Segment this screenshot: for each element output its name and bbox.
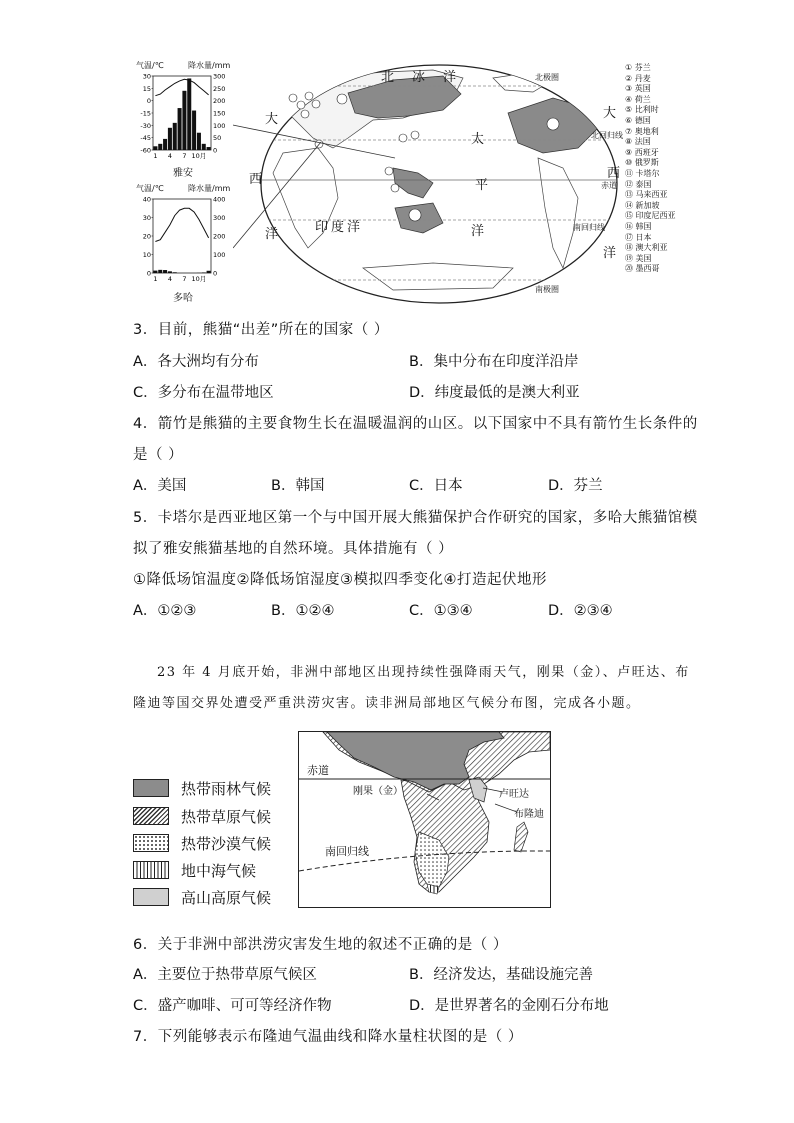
- precip-bar: [192, 111, 196, 150]
- temp-tick-label: -60: [140, 146, 151, 155]
- chart-frame: [153, 199, 211, 273]
- q3-option-a[interactable]: A．各大洲均有分布: [133, 354, 259, 370]
- precip-tick-label: 100: [213, 121, 226, 130]
- country-legend-item: ⑥ 德国: [625, 115, 651, 125]
- label-atlantic-left-1: 大: [265, 112, 279, 127]
- temp-line: [155, 79, 208, 95]
- label-pacific-1: 太: [471, 132, 485, 147]
- label-pacific-3: 洋: [471, 224, 485, 239]
- q6-option-c[interactable]: C．盛产咖啡、可可等经济作物: [133, 998, 332, 1014]
- precip-bar: [207, 147, 211, 150]
- precip-bar: [182, 91, 186, 150]
- month-tick-label: 10月: [191, 275, 207, 283]
- label-tropic-capricorn: 南回归线: [573, 223, 605, 232]
- precip-bar: [173, 123, 177, 150]
- temp-tick-label: -45: [140, 134, 151, 143]
- temp-tick-label: 15: [142, 84, 151, 93]
- africa-map-svg: [299, 732, 550, 907]
- country-legend-item: ⑪ 卡塔尔: [625, 168, 660, 178]
- temp-tick-label: 0: [146, 269, 151, 278]
- country-legend-item: ⑤ 比利时: [625, 105, 659, 115]
- q5-option-a[interactable]: A．①②③: [133, 603, 197, 619]
- africa-label-rwanda: 卢旺达: [499, 789, 529, 800]
- country-legend-item: ⑭ 新加坡: [625, 200, 660, 210]
- q5-option-d[interactable]: D．②③④: [548, 603, 613, 619]
- yaan-chart-svg: [133, 72, 233, 178]
- country-legend-item: ③ 英国: [625, 84, 651, 94]
- climate-chart-doha: [133, 183, 233, 303]
- legend-rainforest: [133, 778, 271, 798]
- legend-swatch-savanna: [133, 807, 169, 825]
- label-atlantic-right-3: 洋: [603, 246, 617, 261]
- precip-bar: [158, 270, 162, 273]
- doha-temp-label: 气温/℃: [136, 184, 164, 193]
- precip-bar: [207, 271, 211, 273]
- country-legend-item: ⑧ 法国: [625, 137, 651, 147]
- africa-label-equator: 赤道: [307, 764, 329, 777]
- africa-label-drc: 刚果（金）: [353, 786, 403, 797]
- label-atlantic-right-2: 西: [607, 166, 621, 181]
- doha-precip-label: 降水量/mm: [188, 184, 231, 193]
- africa-map: [298, 731, 551, 908]
- q4-stem-line1: 4．箭竹是熊猫的主要食物生长在温暖温润的山区。以下国家中不具有箭竹生长条件的: [133, 416, 698, 432]
- q3-option-d[interactable]: D．纬度最低的是澳大利亚: [409, 385, 580, 401]
- precip-bar: [187, 78, 191, 150]
- precip-bar: [173, 272, 177, 273]
- q4-option-b[interactable]: B．韩国: [271, 478, 325, 494]
- legend-label-highland: 高山高原气候: [181, 888, 272, 907]
- month-tick-label: 4: [167, 275, 172, 283]
- legend-swatch-desert: [133, 834, 169, 852]
- month-tick-label: 7: [182, 275, 187, 283]
- label-indian-ocean: 印度洋: [315, 220, 364, 235]
- month-tick-label: 10月: [191, 152, 207, 160]
- temp-tick-label: 30: [142, 214, 151, 222]
- temp-tick-label: 30: [142, 72, 151, 81]
- q5-stem-line2: 拟了雅安熊猫基地的自然环境。具体措施有（ ）: [133, 541, 454, 557]
- country-legend-item: ⑦ 奥地利: [625, 126, 659, 136]
- q4-option-d[interactable]: D．芬兰: [548, 478, 603, 494]
- temp-tick-label: 0: [146, 97, 151, 106]
- q6-option-b[interactable]: B．经济发达，基础设施完善: [409, 967, 593, 983]
- precip-tick-label: 300: [213, 72, 226, 81]
- doha-chart-svg: [133, 195, 233, 301]
- country-legend-item: ⑲ 美国: [625, 253, 652, 263]
- country-legend-item: ① 芬兰: [625, 63, 651, 72]
- q4-option-c[interactable]: C．日本: [409, 478, 463, 494]
- country-legend-item: ④ 荷兰: [625, 94, 651, 104]
- doha-city-label: 多哈: [173, 293, 193, 304]
- precip-bar: [202, 272, 206, 273]
- precip-tick-label: 0: [213, 146, 218, 155]
- country-legend-item: ⑨ 西班牙: [625, 147, 659, 157]
- country-legend-item: ⑫ 泰国: [625, 179, 652, 189]
- q5-option-c[interactable]: C．①③④: [409, 603, 473, 619]
- temp-tick-label: -15: [140, 109, 151, 118]
- country-legend-item: ⑳ 墨西哥: [625, 264, 660, 274]
- country-legend-item: ⑱ 澳大利亚: [625, 243, 668, 253]
- q5-items: ①降低场馆温度②降低场馆湿度③模拟四季变化④打造起伏地形: [133, 572, 547, 588]
- label-arctic-ocean: 北冰洋: [381, 70, 475, 85]
- label-atlantic-left-2: 西: [249, 172, 263, 187]
- temp-line: [155, 208, 208, 241]
- world-map-figure: [133, 58, 685, 308]
- month-tick-label: 7: [182, 152, 187, 160]
- precip-bar: [178, 108, 182, 150]
- yaan-temp-label: 气温/℃: [136, 61, 164, 70]
- legend-label-savanna: 热带草原气候: [181, 807, 272, 826]
- legend-swatch-mediterranean: [133, 861, 169, 879]
- label-equator: 赤道: [601, 181, 617, 190]
- q7-stem: 7．下列能够表示布隆迪气温曲线和降水量柱状图的是（ ）: [133, 1029, 523, 1045]
- precip-tick-label: 50: [213, 134, 222, 143]
- precip-tick-label: 150: [213, 109, 226, 118]
- chart-frame: [153, 76, 211, 150]
- legend-highland: [133, 887, 271, 907]
- legend-savanna: [133, 806, 271, 826]
- q5-stem-line1: 5．卡塔尔是西亚地区第一个与中国开展大熊猫保护合作研究的国家，多哈大熊猫馆模: [133, 510, 698, 526]
- label-atlantic-left-3: 洋: [265, 227, 279, 242]
- precip-bar: [153, 146, 157, 150]
- africa-label-tropic: 南回归线: [325, 845, 369, 858]
- climate-chart-yaan: [133, 58, 233, 178]
- precip-bar: [163, 270, 167, 273]
- yaan-city-label: 雅安: [173, 168, 193, 179]
- q3-stem: 3．目前，熊猫“出差”所在的国家（ ）: [133, 322, 389, 338]
- precip-tick-label: 200: [213, 232, 226, 241]
- legend-desert: [133, 833, 271, 853]
- temp-tick-label: 10: [142, 251, 151, 259]
- temp-tick-label: 40: [142, 195, 151, 204]
- q3-option-c[interactable]: C．多分布在温带地区: [133, 385, 274, 401]
- legend-swatch-highland: [133, 888, 169, 906]
- q4-stem-line2: 是（ ）: [133, 447, 184, 463]
- country-legend: [625, 63, 676, 275]
- country-legend-item: ⑩ 俄罗斯: [625, 158, 659, 168]
- month-tick-label: 1: [153, 275, 158, 283]
- month-tick-label: 4: [167, 152, 172, 160]
- intro-line2: 隆迪等国交界处遭受严重洪涝灾害。读非洲局部地区气候分布图，完成各小题。: [133, 696, 641, 711]
- precip-bar: [163, 139, 167, 150]
- q3-option-b[interactable]: B．集中分布在印度洋沿岸: [409, 354, 579, 370]
- precip-bar: [168, 128, 172, 150]
- precip-tick-label: 0: [213, 269, 218, 278]
- legend-mediterranean: [133, 860, 256, 880]
- legend-label-rainforest: 热带雨林气候: [181, 779, 272, 798]
- temp-tick-label: 20: [142, 232, 151, 241]
- q6-stem: 6．关于非洲中部洪涝灾害发生地的叙述不正确的是（ ）: [133, 937, 508, 953]
- temp-tick-label: -30: [140, 121, 151, 130]
- label-antarctic-circle: 南极圈: [535, 285, 559, 294]
- q6-option-d[interactable]: D．是世界著名的金刚石分布地: [409, 998, 609, 1014]
- precip-bar: [158, 144, 162, 150]
- q5-option-b[interactable]: B．①②④: [271, 603, 335, 619]
- africa-label-burundi: 布隆迪: [514, 809, 544, 820]
- country-legend-item: ② 丹麦: [625, 73, 651, 83]
- month-tick-label: 1: [153, 152, 158, 160]
- country-legend-item: ⑯ 韩国: [625, 221, 652, 231]
- precip-tick-label: 400: [213, 195, 226, 204]
- precip-tick-label: 300: [213, 214, 226, 222]
- label-tropic-cancer: 北回归线: [591, 131, 623, 140]
- q6-option-a[interactable]: A．主要位于热带草原气候区: [133, 967, 317, 983]
- legend-label-desert: 热带沙漠气候: [181, 834, 272, 853]
- precip-tick-label: 200: [213, 97, 226, 106]
- precip-bar: [197, 133, 201, 150]
- yaan-precip-label: 降水量/mm: [188, 61, 231, 70]
- intro-line1: 23 年 4 月底开始，非洲中部地区出现持续性强降雨天气，刚果（金）、卢旺达、布: [157, 665, 690, 680]
- label-pacific-2: 平: [475, 178, 489, 193]
- legend-swatch-rainforest: [133, 779, 169, 797]
- precip-tick-label: 100: [213, 251, 226, 259]
- precip-tick-label: 250: [213, 84, 226, 93]
- q4-option-a[interactable]: A．美国: [133, 478, 187, 494]
- country-legend-item: ⑰ 日本: [625, 232, 652, 242]
- legend-label-mediterranean: 地中海气候: [181, 861, 257, 880]
- label-arctic-circle: 北极圈: [535, 73, 559, 82]
- country-legend-item: ⑬ 马来西亚: [625, 190, 668, 200]
- precip-bar: [202, 144, 206, 150]
- label-atlantic-right-1: 大: [603, 106, 617, 121]
- precip-bar: [168, 271, 172, 273]
- country-legend-item: ⑮ 印度尼西亚: [625, 211, 676, 221]
- precip-bar: [153, 271, 157, 273]
